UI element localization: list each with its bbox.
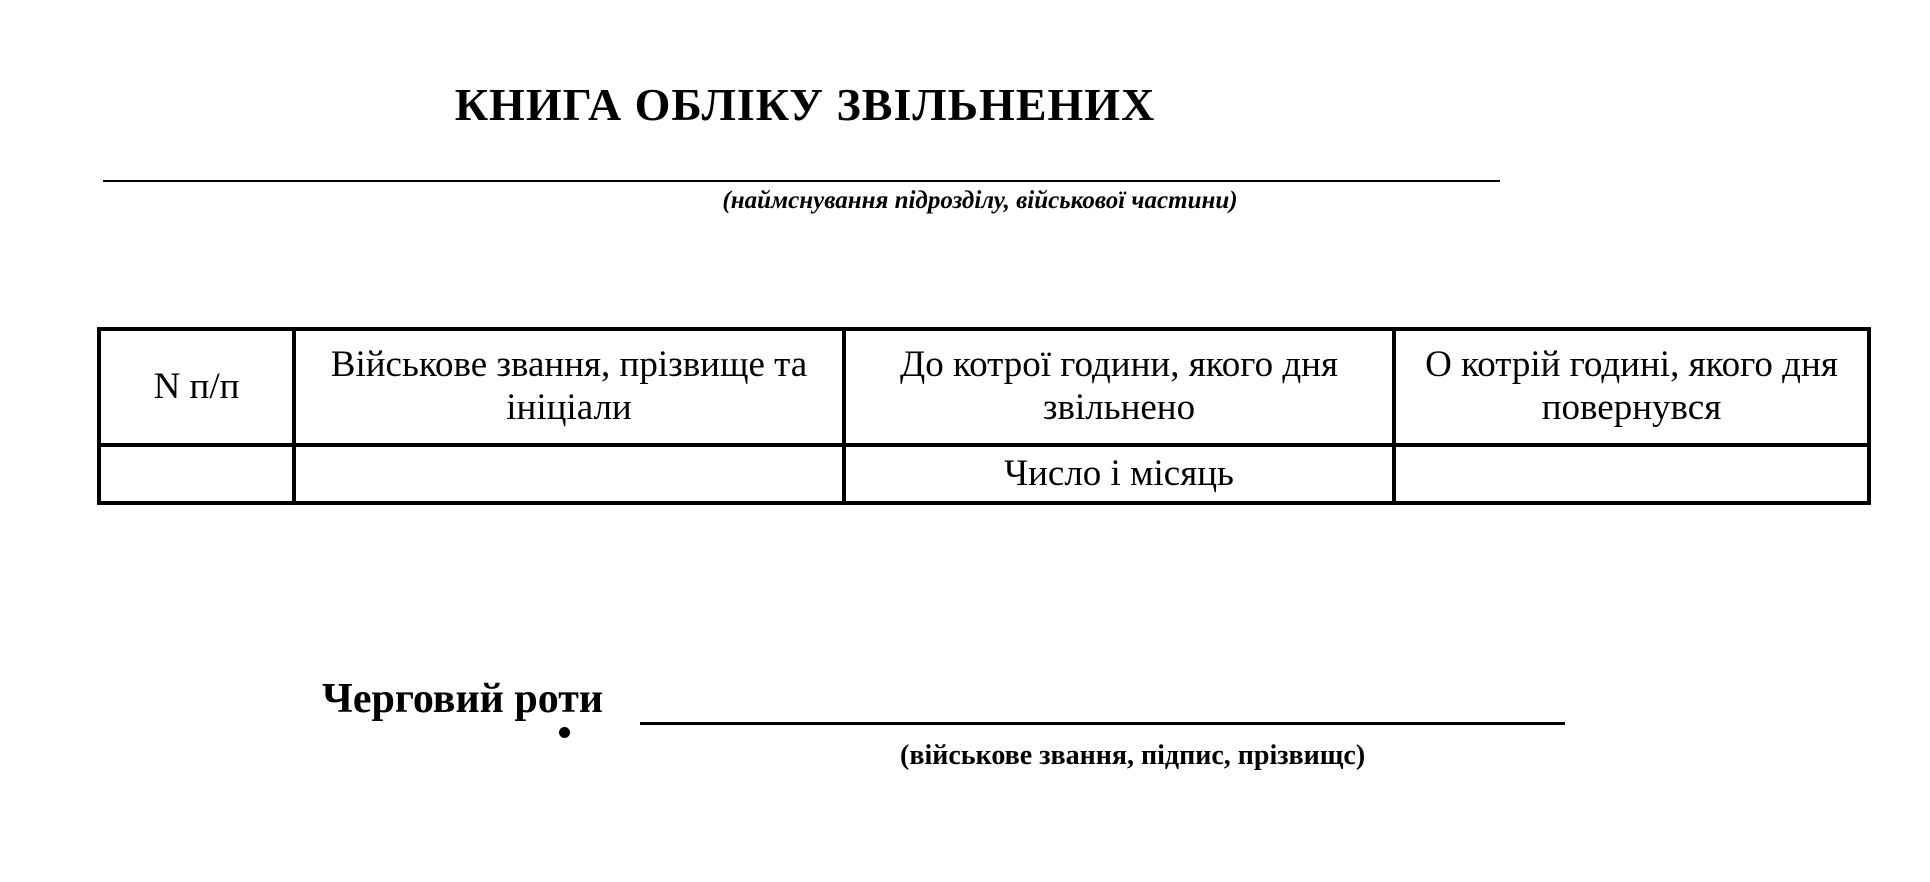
unit-name-caption: (наймснування підрозділу, військової частини): [722, 187, 1238, 214]
duty-officer-label: Черговий роти: [322, 676, 604, 722]
stray-dot: [559, 727, 570, 738]
register-table: [97, 327, 1871, 505]
table-subheader-row: [99, 445, 1869, 503]
subheader-date: Число і місяць: [844, 445, 1394, 503]
duty-signature-line: [640, 722, 1565, 725]
table-header-row: [99, 329, 1869, 445]
header-released-until: До котрої години, якого дня звільнено: [844, 329, 1394, 445]
header-returned-at: О котрій годині, якого дня повернувся: [1394, 329, 1869, 445]
duty-signature-caption: (військове звання, підпис, прізвищс): [900, 740, 1366, 771]
unit-name-line: [103, 180, 1500, 182]
subheader-cell: [1394, 445, 1869, 503]
subheader-cell: [294, 445, 844, 503]
document-title: КНИГА ОБЛІКУ ЗВІЛЬНЕНИХ: [454, 79, 1156, 130]
header-number: N п/п: [99, 329, 294, 445]
subheader-cell: [99, 445, 294, 503]
header-rank-name: Військове звання, прізвище та ініціали: [294, 329, 844, 445]
